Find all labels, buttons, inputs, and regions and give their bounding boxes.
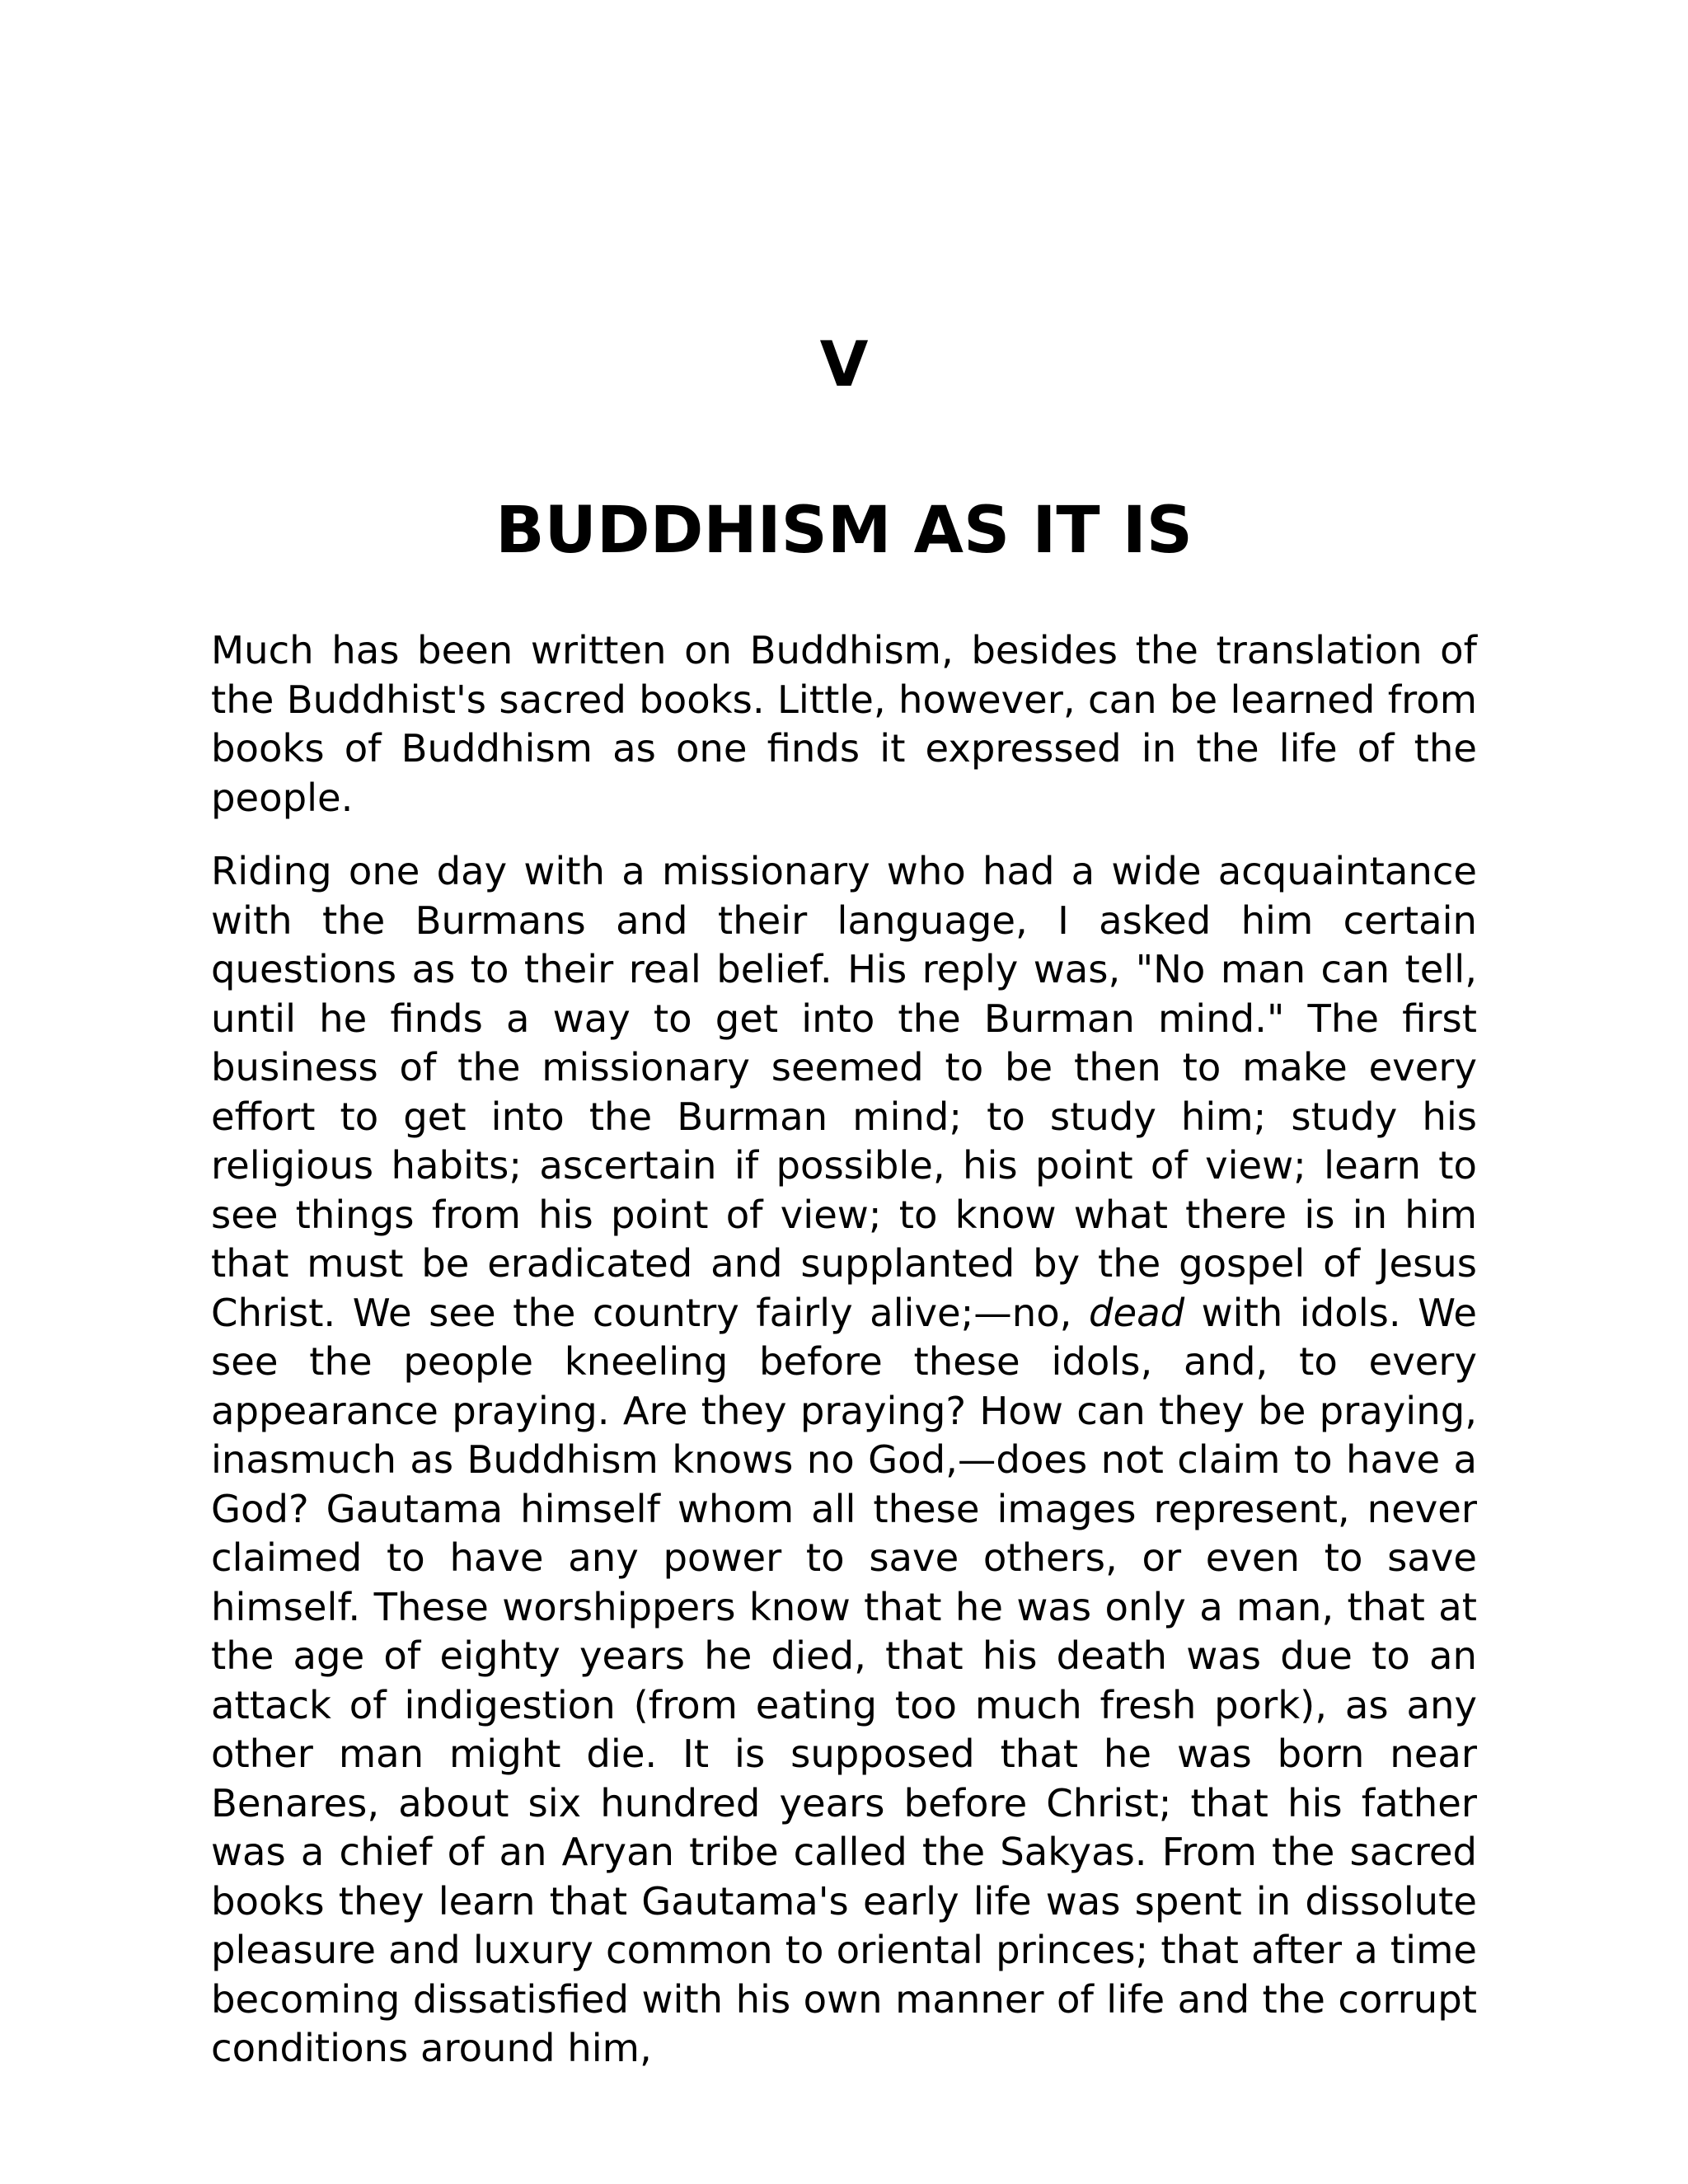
paragraph-2: [211, 847, 1477, 2074]
chapter-body: [211, 626, 1477, 2098]
paragraph-2-text-end: with idols. We see the people kneeling before these idols, and, to every appearance praying. Are they praying? How can they be praying, inasmuch as Buddhism knows no God,—does not claim to have a God? Gautama himself whom all these images represent, never claimed to have any power to save others, or even to save himself. These worshippers know that he was only a man, that at the age of eighty years he died, that his death was due to an attack of indigestion (from eating too much fresh pork), as any other man might die. It is supposed that he was born near Benares, about six hundred years before Christ; that his father was a chief of an Aryan tribe called the Sakyas. From the sacred books they learn that Gautama's early life was spent in dissolute pleasure and luxury common to oriental princes; that after a time becoming dissatisfied with his own manner of life and the corrupt conditions around him,: [211, 1290, 1477, 2070]
paragraph-2-text-start: Riding one day with a missionary who had a wide acquaintance with the Burmans and their language, I asked him certain questions as to their real belief. His reply was, "No man can tell, until he finds a way to get into the Burman mind." The first business of the missionary seemed to be then to make every effort to get into the Burman mind; to study him; study his religious habits; ascertain if possible, his point of view; learn to see things from his point of view; to know what there is in him that must be eradicated and supplanted by the gospel of Jesus Christ. We see the country fairly alive;—no,: [211, 849, 1477, 1335]
paragraph-1: Much has been written on Buddhism, besides the translation of the Buddhist's sacred books. Little, however, can be learned from books of Buddhism as one finds it expressed in the life of the people.: [211, 628, 1477, 820]
chapter-number: V: [819, 327, 869, 401]
emphasized-word: dead: [1088, 1290, 1185, 1335]
chapter-title: BUDDHISM AS IT IS: [495, 494, 1193, 568]
